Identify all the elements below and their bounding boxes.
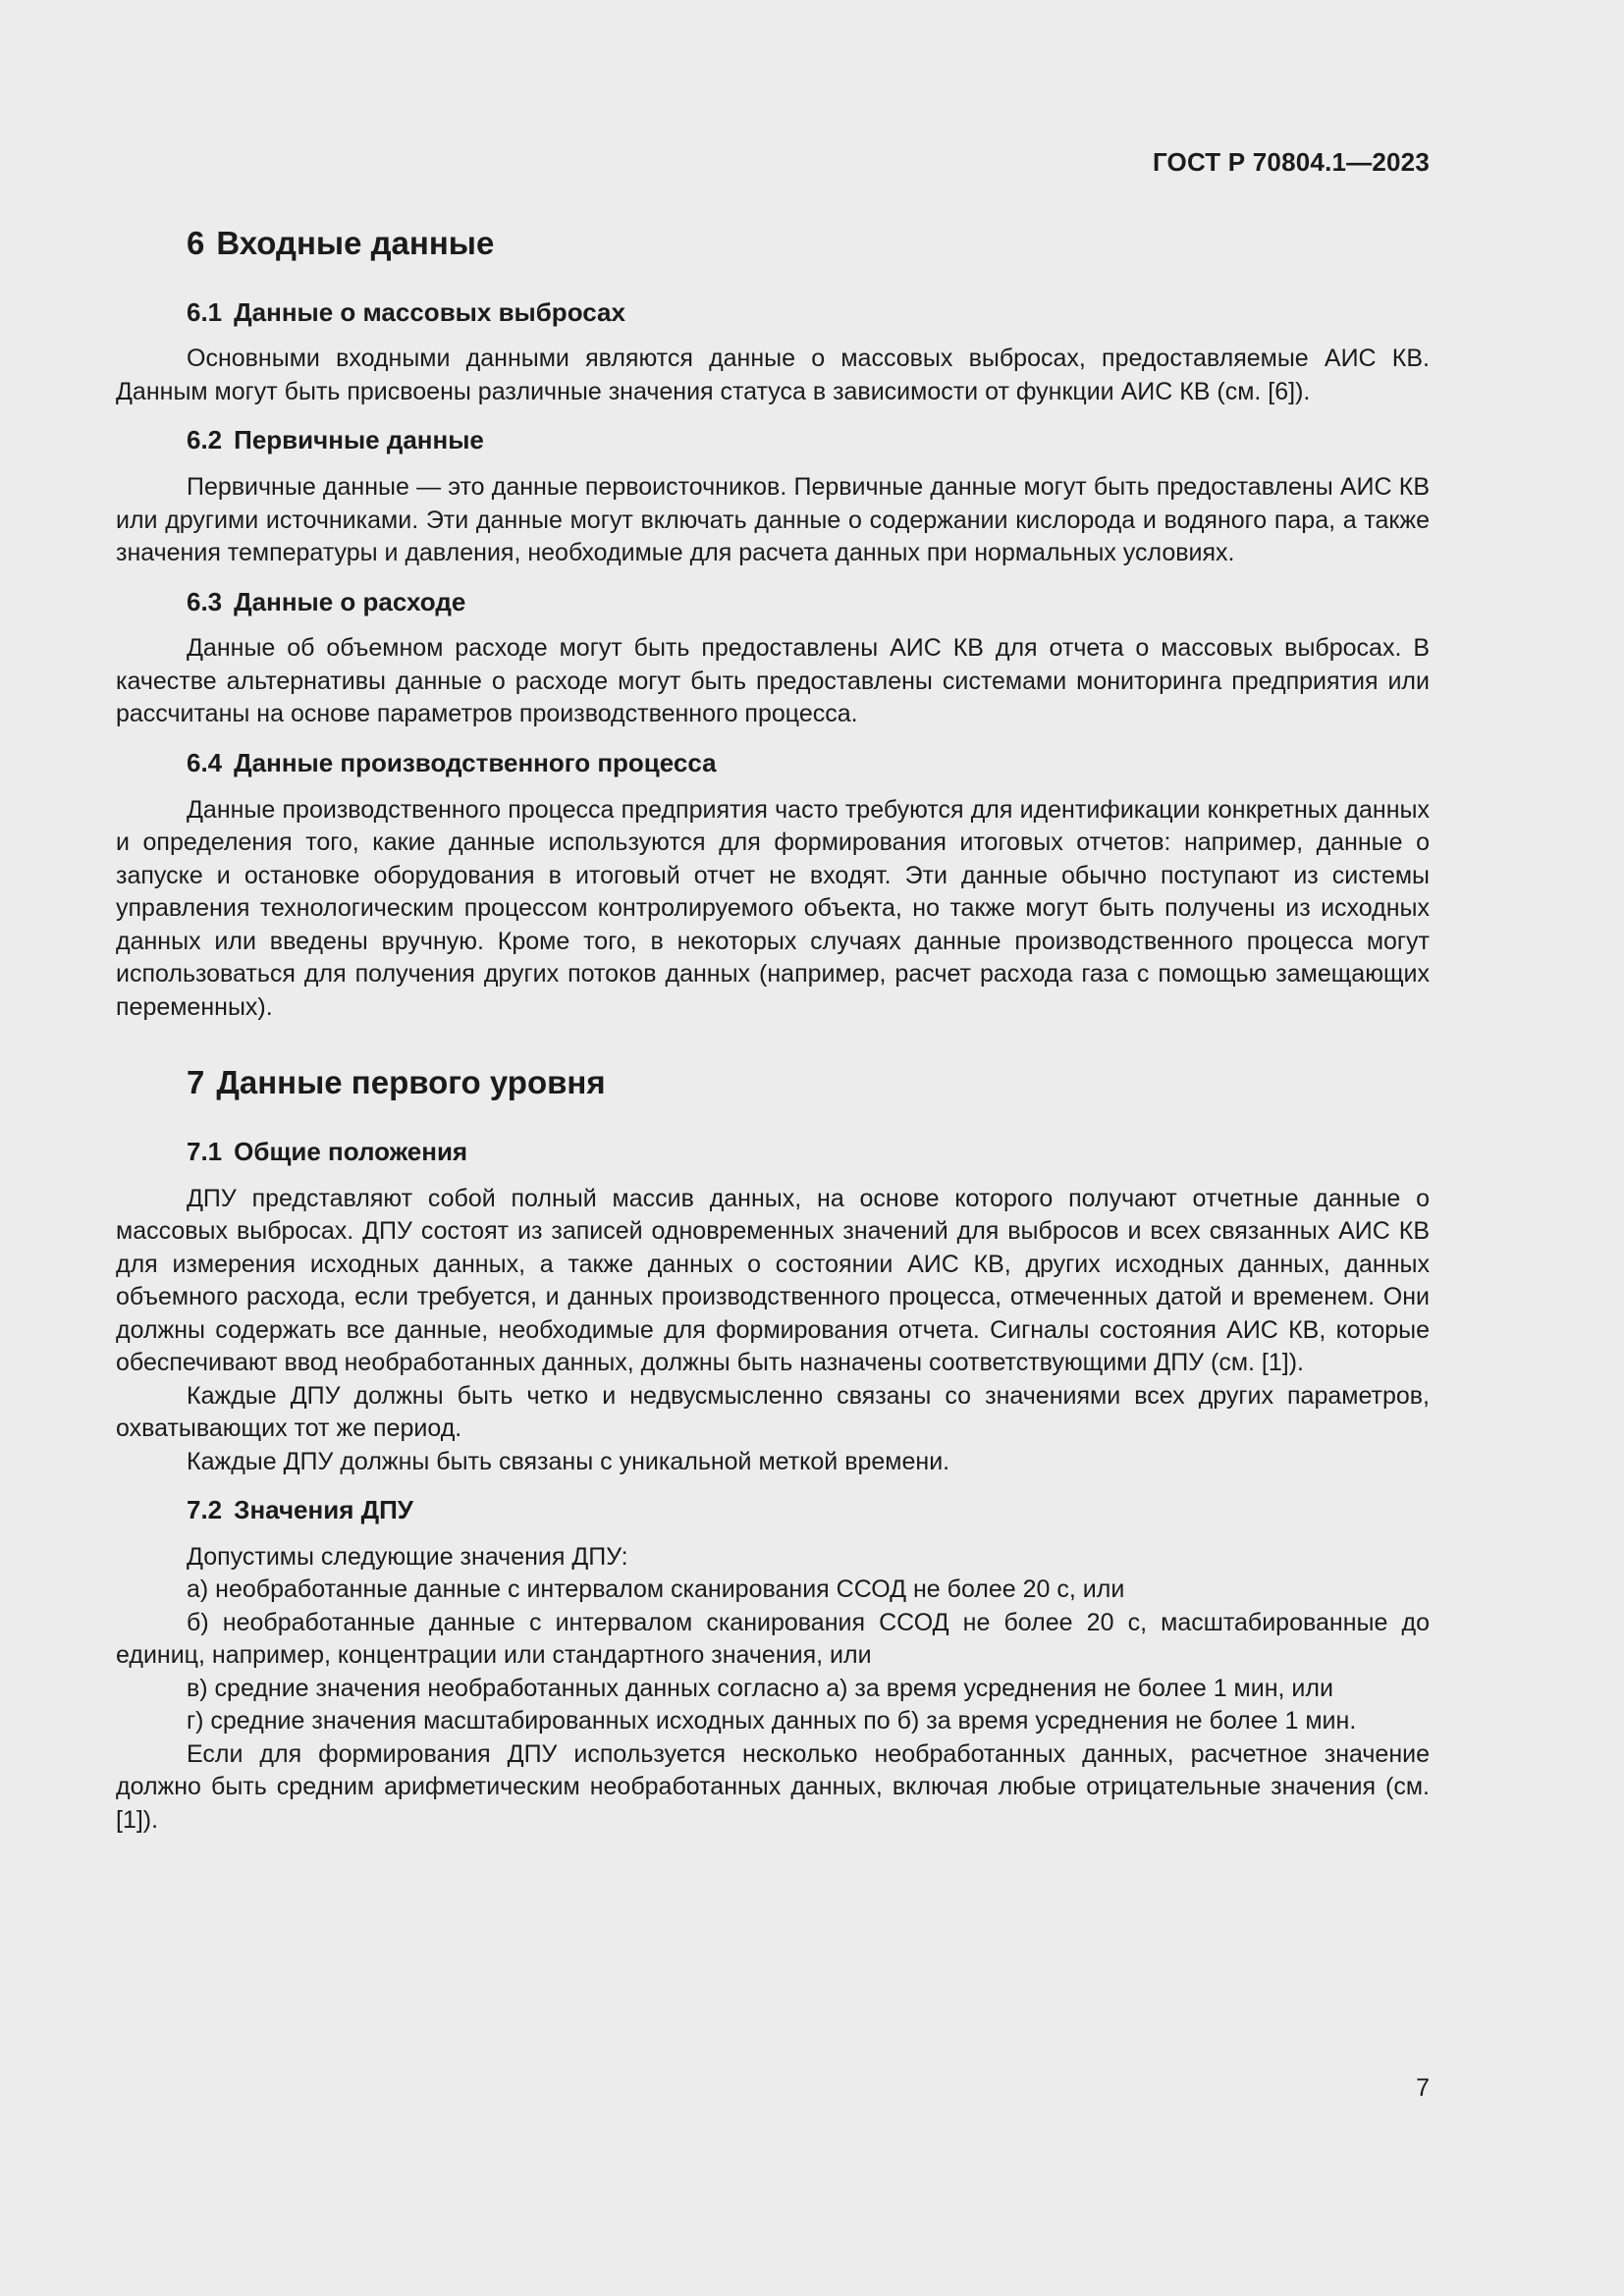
section-7-title	[187, 1063, 1430, 1102]
paragraph-6-4-1: Данные производственного процесса предприятия часто требуются для идентификации конкретных данных и определения того, какие данные используются для формирования итоговых отчетов: например, данные о запуске и остановке оборудования в итоговый отчет не входят. Эти данные обычно поступают из системы управления технологическим процессом контролируемого объекта, но также могут быть получены из исходных данных или введены вручную. Кроме того, в некоторых случаях данные производственного процесса могут использоваться для получения других потоков данных (например, расчет расхода газа с помощью замещающих переменных).	[116, 795, 1430, 1021]
section-title-text: Входные данные	[216, 225, 495, 261]
page-number: 7	[1416, 2074, 1430, 2102]
subsection-title-text: Значения ДПУ	[234, 1495, 413, 1525]
subsection-number: 6.1	[187, 296, 223, 327]
paragraph-7-1-3: Каждые ДПУ должны быть связаны с уникальной меткой времени.	[187, 1447, 950, 1475]
document-header: ГОСТ Р 70804.1—2023	[1152, 147, 1430, 177]
paragraph-7-2-intro: Допустимы следующие значения ДПУ:	[187, 1542, 628, 1571]
subsection-title-text: Данные о расходе	[234, 586, 466, 616]
subsection-title-text: Первичные данные	[234, 425, 484, 455]
subsection-number: 6.2	[187, 425, 223, 455]
paragraph-7-1-1: ДПУ представляют собой полный массив данных, на основе которого получают отчетные данные о массовых выбросах. ДПУ состоят из записей одновременных значений для выбросов и всех связанных АИС КВ для измерения исходных данных, а также данных о состоянии АИС КВ, других исходных данных, данных объемного расхода, если требуется, и данных производственного процесса, отмеченных датой и временем. Они должны содержать все данные, необходимые для формирования отчета. Сигналы состояния АИС КВ, которые обеспечивают ввод необработанных данных, должны быть назначены соответствующими ДПУ (см. [1]).	[116, 1184, 1430, 1377]
subsection-number: 6.3	[187, 586, 223, 616]
paragraph-6-1-1: Основными входными данными являются данные о массовых выбросах, предоставляемые АИС КВ. Данным могут быть присвоены различные значения статуса в зависимости от функции АИС КВ (см. [6]).	[116, 345, 1430, 405]
list-item-a: а) необработанные данные с интервалом сканирования ССОД не более 20 с, или	[187, 1575, 1125, 1604]
paragraph-7-1-2: Каждые ДПУ должны быть четко и недвусмысленно связаны со значениями всех других параметров, охватывающих тот же период.	[116, 1381, 1430, 1443]
subsection-7-1-title	[187, 1136, 1430, 1169]
paragraph-6-2-1: Первичные данные — это данные первоисточников. Первичные данные могут быть предоставлены АИС КВ или другими источниками. Эти данные могут включать данные о содержании кислорода и водяного пара, а также значения температуры и давления, необходимые для расчета данных при нормальных условиях.	[116, 473, 1430, 567]
paragraph-6-3-1: Данные об объемном расходе могут быть предоставлены АИС КВ для отчета о массовых выбросах. В качестве альтернативы данные о расходе могут быть предоставлены системами мониторинга предприятия или рассчитаны на основе параметров производственного процесса.	[116, 634, 1430, 728]
subsection-6-4-title	[187, 747, 1430, 780]
subsection-7-2-title	[187, 1494, 1430, 1527]
section-number: 6	[187, 225, 205, 261]
list-item-g: г) средние значения масштабированных исходных данных по б) за время усреднения не более 1 мин.	[187, 1707, 1357, 1735]
subsection-6-3-title	[187, 586, 1430, 619]
subsection-number: 7.2	[187, 1495, 223, 1525]
subsection-number: 6.4	[187, 747, 223, 777]
subsection-6-1-title	[187, 296, 1430, 330]
section-title-text: Данные первого уровня	[216, 1064, 606, 1101]
section-6-title	[187, 224, 1430, 263]
subsection-6-2-title	[187, 424, 1430, 457]
section-number: 7	[187, 1064, 205, 1101]
page-content	[116, 224, 1430, 1837]
list-item-v: в) средние значения необработанных данных согласно а) за время усреднения не более 1 мин, или	[187, 1674, 1333, 1702]
list-item-b: б) необработанные данные с интервалом сканирования ССОД не более 20 с, масштабированные до единиц, например, концентрации или стандартного значения, или	[116, 1608, 1430, 1670]
subsection-title-text: Данные о массовых выбросах	[234, 296, 625, 327]
paragraph-7-2-final: Если для формирования ДПУ используется несколько необработанных данных, расчетное значение должно быть средним арифметическим необработанных данных, включая любые отрицательные значения (см. [1]).	[116, 1739, 1430, 1834]
subsection-number: 7.1	[187, 1136, 223, 1166]
subsection-title-text: Данные производственного процесса	[234, 747, 717, 777]
subsection-title-text: Общие положения	[234, 1136, 468, 1166]
